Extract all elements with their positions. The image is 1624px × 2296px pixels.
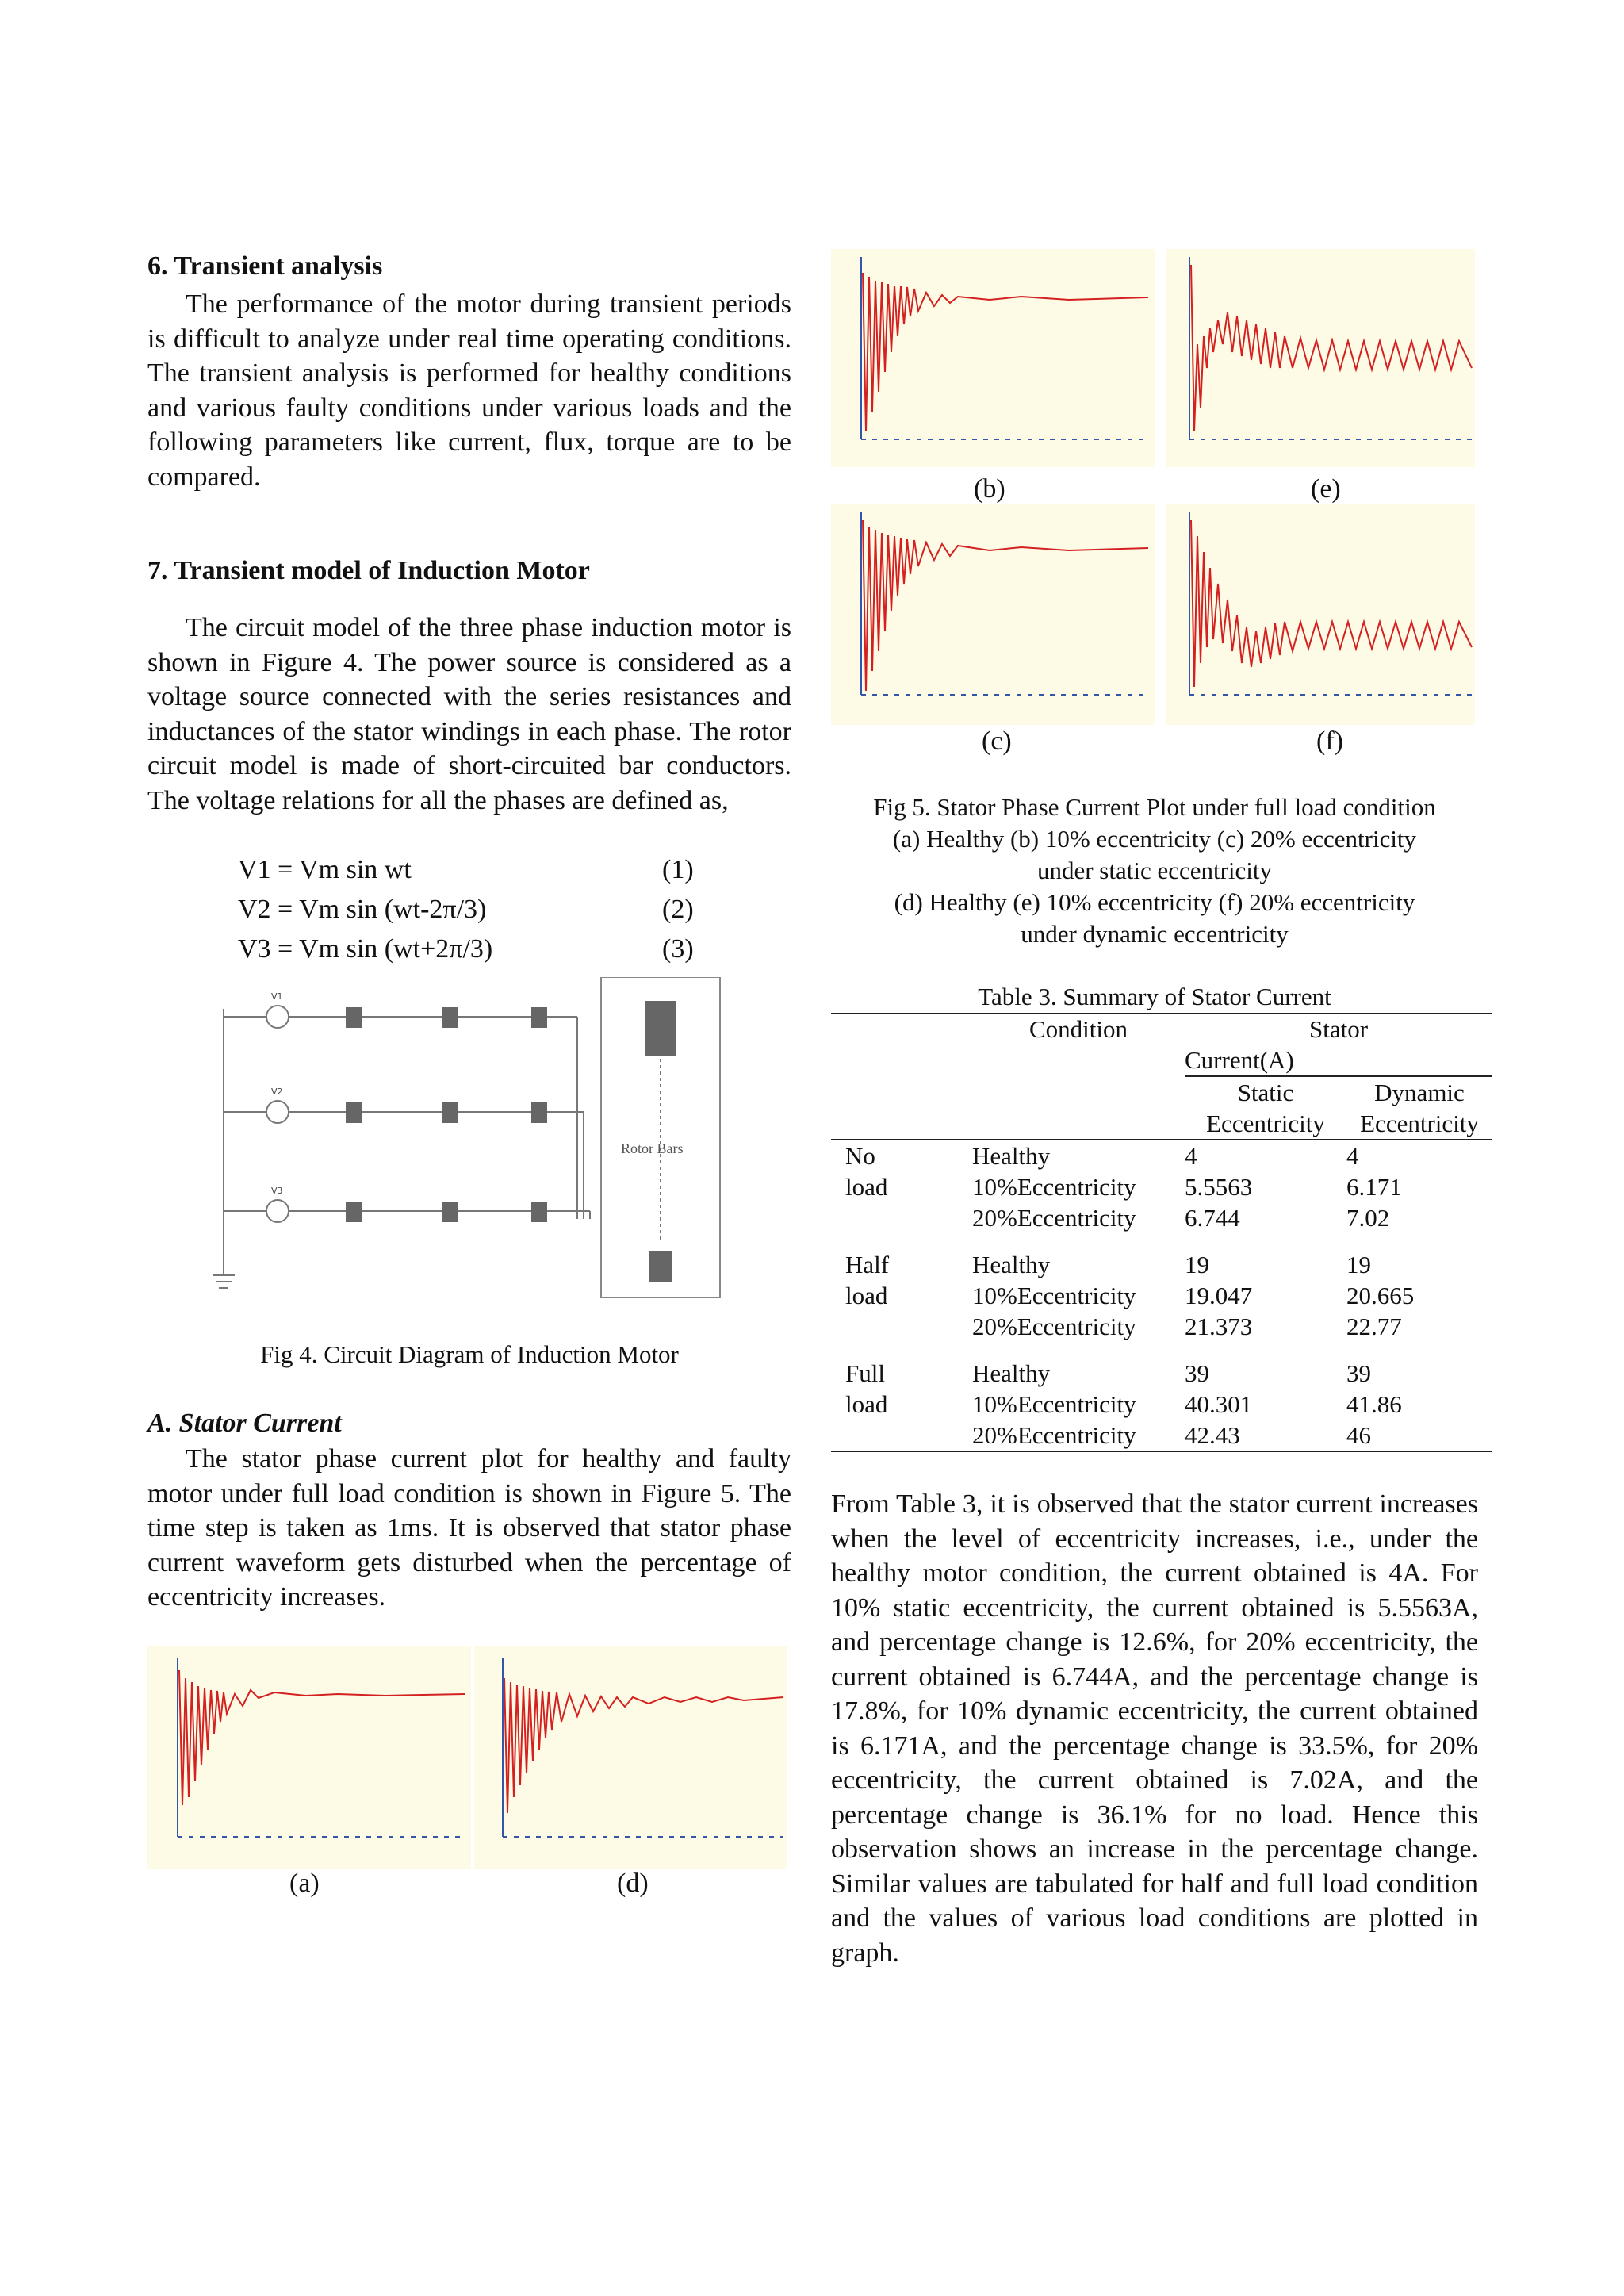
fig5-caption [831, 792, 1478, 950]
table-row: load 10%Eccentricity 19.047 20.665 [845, 1282, 1415, 1309]
plot-f [1166, 504, 1475, 725]
plot-c [831, 504, 1155, 725]
table3-header-dynamic: Dynamic Eccentricity [1346, 1076, 1492, 1140]
table-row: Half Healthy 19 19 [845, 1251, 1371, 1278]
table3 [831, 1014, 1492, 1452]
equation-1 [238, 855, 698, 885]
subfig-label-d: (d) [617, 1869, 649, 1898]
source-v2-label: V2 [271, 1087, 283, 1097]
fig5-caption-line-3: under static eccentricity [1036, 857, 1273, 884]
fig5-caption-line-1: Fig 5. Stator Phase Current Plot under full load condition [873, 793, 1436, 821]
table-row: load 10%Eccentricity 5.5563 6.171 [845, 1173, 1402, 1201]
plot-d-waveform [504, 1678, 783, 1813]
section-7-heading: 7. Transient model of Induction Motor [147, 556, 590, 585]
fig4-circuit-diagram [205, 977, 723, 1307]
subfig-label-e: (e) [1311, 474, 1341, 504]
section-7-paragraph: The circuit model of the three phase induction motor is shown in Figure 4. The power source is considered as a voltage source connected with the series resistances and inductances of the stator windings in each phase. The rotor circuit model is made of short-circuited bar conductors. The voltage relations for all the phases are defined as, [147, 613, 791, 815]
equation-3-expr: V3 = Vm sin (wt+2π/3) [238, 934, 493, 964]
table3-header-static: Static Eccentricity [1185, 1076, 1346, 1140]
table-row: load 10%Eccentricity 40.301 41.86 [845, 1390, 1402, 1418]
fig4-caption: Fig 4. Circuit Diagram of Induction Motor [260, 1340, 679, 1368]
table3-header-current: Current(A) [1185, 1046, 1294, 1074]
equation-3-number: (3) [662, 934, 694, 964]
subfig-label-b: (b) [974, 474, 1005, 504]
subfig-label-c: (c) [982, 726, 1012, 756]
plot-f-waveform [1191, 520, 1472, 687]
equation-2-expr: V2 = Vm sin (wt-2π/3) [238, 895, 487, 924]
fig5-caption-line-5: under dynamic eccentricity [1021, 920, 1289, 948]
table3-title: Table 3. Summary of Stator Current [978, 983, 1331, 1010]
rotor-bars-label: Rotor Bars [621, 1140, 684, 1156]
table-row: No Healthy 4 4 [831, 1140, 1492, 1171]
source-v1-label: V1 [271, 991, 283, 1002]
plot-b [831, 249, 1155, 467]
table-row: 20%Eccentricity 6.744 7.02 [972, 1204, 1390, 1232]
equation-2 [238, 895, 698, 925]
plot-b-waveform [863, 273, 1148, 431]
plot-c-waveform [863, 520, 1148, 691]
plot-d [474, 1646, 787, 1869]
subfig-label-a: (a) [289, 1869, 320, 1898]
section-a-paragraph: The stator phase current plot for healthy and faulty motor under full load condition is shown in Figure 5. The time step is taken as 1ms. It is observed that stator phase current waveform gets disturbed when the percentage of eccentricity increases. [147, 1444, 791, 1612]
subfig-label-f: (f) [1316, 726, 1343, 756]
table3-discussion-paragraph: From Table 3, it is observed that the stator current increases when the level of eccentricity increases, i.e., under the healthy motor condition, the current obtained is 4A. For 10% static eccentricity, the current obtained is 5.5563A, and percentage change is 12.6%, for 20% eccentricity, the current obtained is 6.744A, and the percentage change is 17.8%, for 10% dynamic eccentricity, the current obtained is 6.171A, and the percentage change is 33.5%, for 20% eccentricity, the current obtained is 7.02A, and the percentage change is 36.1% for no load. Hence this observation shows an increase in the percentage change. Similar values are tabulated for half and full load condition and the values of various load conditions are plotted in graph. [831, 1489, 1478, 1968]
plot-e [1166, 249, 1475, 467]
table-row: Full Healthy 39 39 [845, 1359, 1371, 1387]
equation-1-number: (1) [662, 855, 694, 884]
table3-header-condition: Condition [1028, 1015, 1128, 1043]
source-v3-label: V3 [271, 1186, 283, 1196]
section-6-heading: 6. Transient analysis [147, 251, 383, 281]
plot-e-waveform [1191, 265, 1472, 431]
plot-a [147, 1646, 471, 1869]
equation-2-number: (2) [662, 895, 694, 924]
table-row: 20%Eccentricity 21.373 22.77 [972, 1313, 1402, 1340]
fig5-caption-line-4: (d) Healthy (e) 10% eccentricity (f) 20% eccentricity [894, 888, 1415, 916]
equation-3 [238, 934, 698, 964]
table3-header-stator: Stator [1308, 1015, 1369, 1043]
section-a-heading: A. Stator Current [147, 1409, 342, 1438]
fig5-caption-line-2: (a) Healthy (b) 10% eccentricity (c) 20% eccentricity [892, 825, 1417, 853]
table-row: 20%Eccentricity 42.43 46 [831, 1420, 1492, 1451]
plot-a-waveform [179, 1670, 465, 1805]
section-6-paragraph: The performance of the motor during transient periods is difficult to analyze under real time operating conditions. The transient analysis is performed for healthy conditions and various faulty conditions under various loads and the following parameters like current, flux, torque are to be compared. [147, 289, 791, 492]
equation-1-expr: V1 = Vm sin wt [238, 855, 412, 884]
